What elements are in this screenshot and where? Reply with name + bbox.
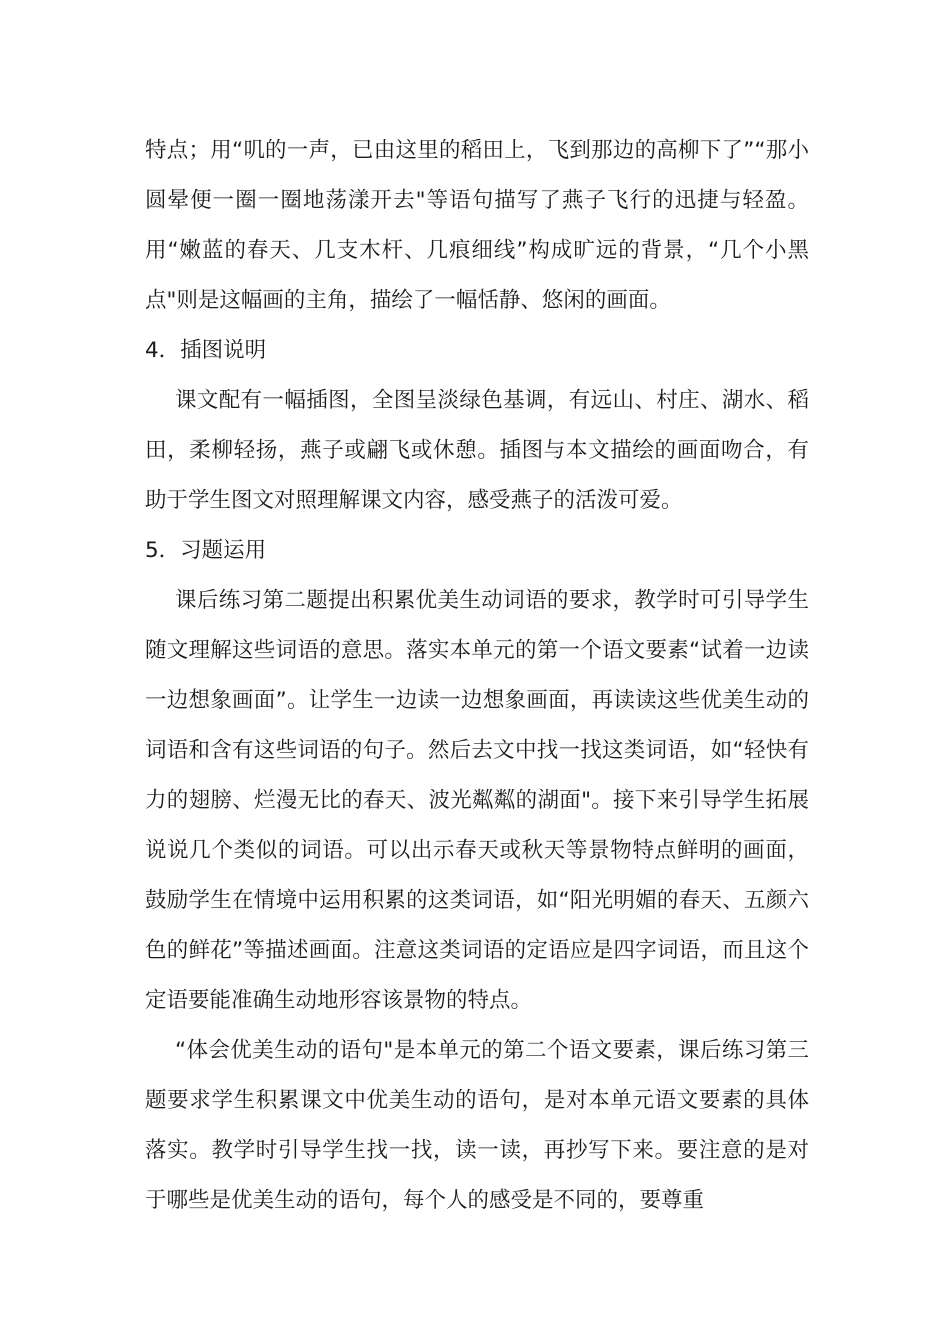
paragraph-exercise-three: “体会优美生动的语句"是本单元的第二个语文要素，课后练习第三题要求学生积累课文中优美生动的语句，是对本单元语文要素的具体落实。教学时引导学生找一找，读一读，再抄写下来。要注意的是对于哪些是优美生动的语句，每个人的感受是不同的，要尊重 — [145, 1038, 809, 1213]
paragraph-illustration: 课文配有一幅插图，全图呈淡绿色基调，有远山、村庄、湖水、稻田，柔柳轻扬，燕子或翩飞或休憩。插图与本文描绘的画面吻合，有助于学生图文对照理解课文内容，感受燕子的活泼可爱。 — [145, 388, 809, 513]
document-body — [145, 126, 809, 1226]
section-heading-exercises: 5．习题运用 — [145, 538, 267, 563]
paragraph-exercise-two: 课后练习第二题提出积累优美生动词语的要求，教学时可引导学生随文理解这些词语的意思。落实本单元的第一个语文要素“试着一边读一边想象画面”。让学生一边读一边想象画面，再读读这些优美生动的词语和含有这些词语的句子。然后去文中找一找这类词语，如“轻快有力的翅膀、烂漫无比的春天、波光粼粼的湖面"。接下来引导学生拓展说说几个类似的词语。可以出示春天或秋天等景物特点鲜明的画面，鼓励学生在情境中运用积累的这类词语，如“阳光明媚的春天、五颜六色的鲜花”等描述画面。注意这类词语的定语应是四字词语，而且这个定语要能准确生动地形容该景物的特点。 — [145, 588, 809, 1013]
section-heading-illustration: 4．插图说明 — [145, 338, 267, 363]
paragraph-continuation: 特点；用“叽的一声，已由这里的稻田上，飞到那边的高柳下了”“那小圆晕便一圈一圈地荡漾开去"等语句描写了燕子飞行的迅捷与轻盈。用“嫩蓝的春天、几支木杆、几痕细线”构成旷远的背景，“几个小黑点"则是这幅画的主角，描绘了一幅恬静、悠闲的画面。 — [145, 138, 809, 313]
